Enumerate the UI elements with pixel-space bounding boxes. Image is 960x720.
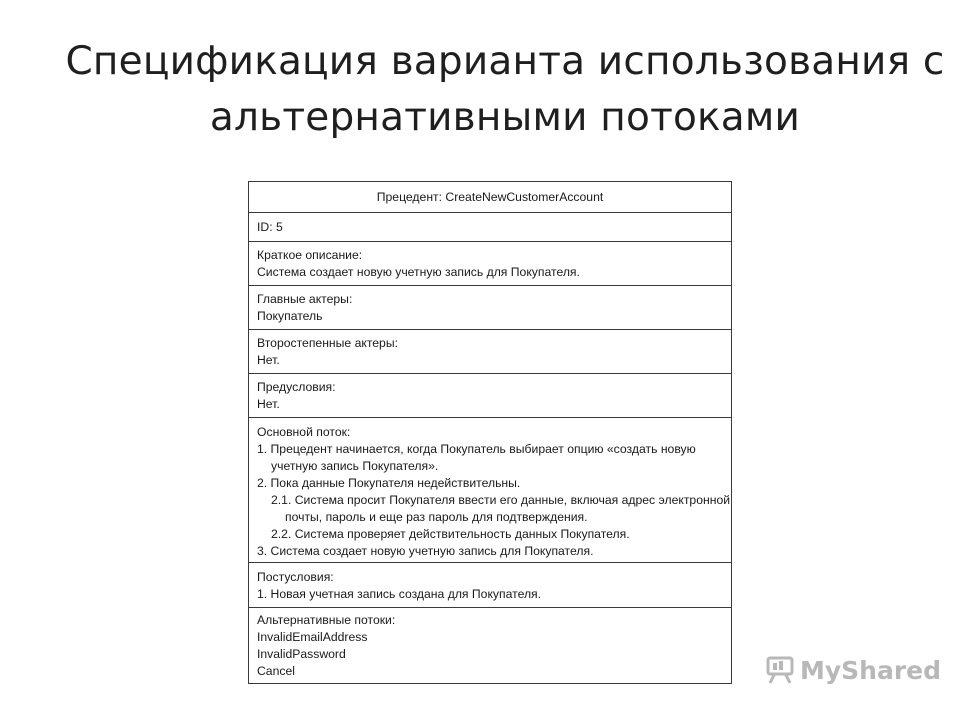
slide-title-line-2: альтернативными потоками <box>209 95 801 140</box>
slide-title-line-1: Спецификация варианта использования с <box>65 39 945 84</box>
alternative-flows-row <box>249 608 731 683</box>
main-flow-step: учетную запись Покупателя». <box>271 459 439 473</box>
preconditions-text: Нет. <box>257 397 280 411</box>
use-case-name: Прецедент: CreateNewCustomerAccount <box>376 190 604 204</box>
postconditions-label: Постусловия: <box>257 570 334 584</box>
main-flow-step: 2.1. Система просит Покупателя ввести его данные, включая адрес электронной <box>271 493 731 507</box>
preconditions-label: Предусловия: <box>257 380 336 394</box>
main-flow-row <box>249 418 731 563</box>
brief-description-text: Система создает новую учетную запись для Покупателя. <box>257 265 580 279</box>
main-flow-step: 2. Пока данные Покупателя недействительны. <box>257 476 521 490</box>
use-case-id: ID: 5 <box>257 220 283 234</box>
main-flow-step: 2.2. Система проверяет действительность данных Покупателя. <box>271 527 630 541</box>
secondary-actors-text: Нет. <box>257 353 280 367</box>
primary-actors-label: Главные актеры: <box>257 292 353 306</box>
brief-description-label: Краткое описание: <box>257 248 363 262</box>
watermark-text: MyShared <box>800 655 942 685</box>
secondary-actors-label: Второстепенные актеры: <box>257 336 398 350</box>
main-flow-step: 3. Система создает новую учетную запись для Покупателя. <box>257 544 594 558</box>
alternative-flow-item: InvalidEmailAddress <box>257 630 368 644</box>
postconditions-text: 1. Новая учетная запись создана для Покупателя. <box>257 587 542 601</box>
slide-title <box>40 34 960 146</box>
secondary-actors-row <box>249 330 731 374</box>
alternative-flows-label: Альтернативные потоки: <box>257 613 396 627</box>
primary-actors-text: Покупатель <box>257 309 323 323</box>
primary-actors-row <box>249 286 731 330</box>
presentation-board-icon <box>766 655 794 685</box>
alternative-flow-item: InvalidPassword <box>257 647 346 661</box>
main-flow-label: Основной поток: <box>257 425 351 439</box>
brief-description-row <box>249 242 731 286</box>
preconditions-row <box>249 374 731 418</box>
main-flow-step: почты, пароль и еще раз пароль для подтверждения. <box>285 510 588 524</box>
id-row <box>249 213 731 242</box>
use-case-specification-table <box>248 181 732 684</box>
postconditions-row <box>249 563 731 608</box>
alternative-flow-item: Cancel <box>257 664 295 678</box>
watermark <box>766 655 941 685</box>
main-flow-step: 1. Прецедент начинается, когда Покупатель выбирает опцию «создать новую <box>257 442 696 456</box>
table-header-row <box>249 182 731 213</box>
